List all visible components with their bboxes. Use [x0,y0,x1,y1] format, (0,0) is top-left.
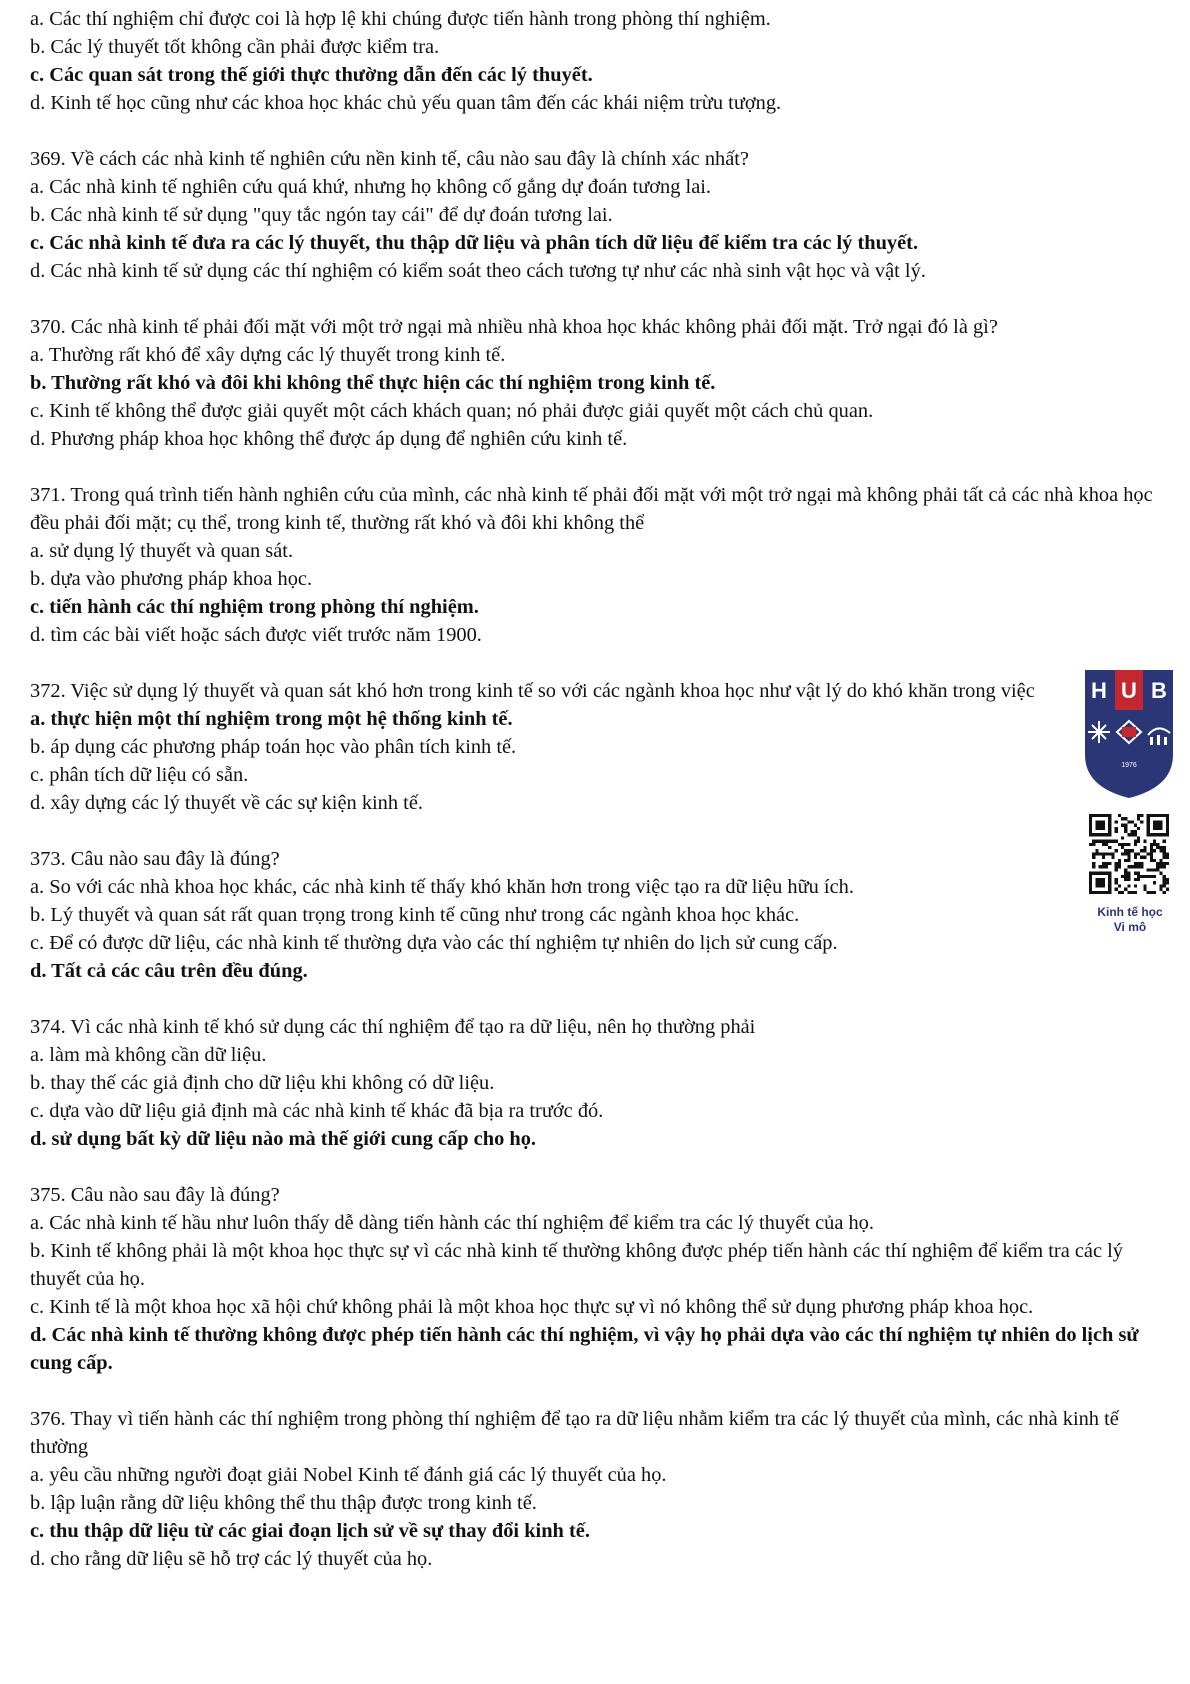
block-gap [30,649,1165,677]
text-line: a. Các thí nghiệm chỉ được coi là hợp lệ khi chúng được tiến hành trong phòng thí nghiệm. [30,8,771,30]
text-line: a. Các nhà kinh tế nghiên cứu quá khứ, nhưng họ không cố gắng dự đoán tương lai. [30,176,712,198]
text-line: 372. Việc sử dụng lý thuyết và quan sát khó hơn trong kinh tế so với các ngành khoa học như vật lý do khó khăn trong việc [30,680,1035,702]
text-line: c. dựa vào dữ liệu giả định mà các nhà kinh tế khác đã bịa ra trước đó. [30,1100,604,1122]
question-block [30,145,1165,285]
text-line: 375. Câu nào sau đây là đúng? [30,1184,280,1206]
text-line: c. phân tích dữ liệu có sẵn. [30,764,249,786]
question-list [30,5,1165,1573]
text-line: c. Kinh tế là một khoa học xã hội chứ không phải là một khoa học thực sự vì nó không thể sử dụng phương pháp khoa học. [30,1296,1034,1318]
block-gap [30,817,1165,845]
text-line: a. làm mà không cần dữ liệu. [30,1044,267,1066]
question-block [30,481,1165,649]
text-line: a. So với các nhà khoa học khác, các nhà kinh tế thấy khó khăn hơn trong việc tạo ra dữ liệu hữu ích. [30,876,854,898]
block-gap [30,1153,1165,1181]
text-line: 374. Vì các nhà kinh tế khó sử dụng các thí nghiệm để tạo ra dữ liệu, nên họ thường phải [30,1016,756,1038]
text-line: b. dựa vào phương pháp khoa học. [30,568,313,590]
svg-text:H: H [1091,678,1107,703]
question-block [30,677,1035,817]
question-block [30,1181,1165,1377]
text-line: a. Các nhà kinh tế hầu như luôn thấy dễ dàng tiến hành các thí nghiệm để kiểm tra các lý thuyết của họ. [30,1212,874,1234]
text-line: b. lập luận rằng dữ liệu không thể thu thập được trong kinh tế. [30,1492,537,1514]
text-line: c. Để có được dữ liệu, các nhà kinh tế thường dựa vào các thí nghiệm tự nhiên do lịch sử cung cấp. [30,932,838,954]
question-block [30,1013,1165,1153]
svg-text:U: U [1121,678,1137,703]
text-line: 373. Câu nào sau đây là đúng? [30,848,280,870]
answer-correct: d. sử dụng bất kỳ dữ liệu nào mà thế giới cung cấp cho họ. [30,1128,536,1150]
answer-correct: b. Thường rất khó và đôi khi không thể thực hiện các thí nghiệm trong kinh tế. [30,372,716,394]
answer-correct: c. tiến hành các thí nghiệm trong phòng thí nghiệm. [30,596,479,618]
text-line: b. Kinh tế không phải là một khoa học thực sự vì các nhà kinh tế thường không được phép tiến hành các thí nghiệm để kiểm tra các lý thuyết của họ. [30,1240,1123,1290]
block-gap [30,985,1165,1013]
answer-correct: c. thu thập dữ liệu từ các giai đoạn lịch sử về sự thay đổi kinh tế. [30,1520,590,1542]
text-line: 376. Thay vì tiến hành các thí nghiệm trong phòng thí nghiệm để tạo ra dữ liệu nhằm kiểm tra các lý thuyết của mình, các nhà kinh tế thường [30,1408,1119,1458]
text-line: b. Các nhà kinh tế sử dụng "quy tắc ngón tay cái" để dự đoán tương lai. [30,204,613,226]
text-line: 370. Các nhà kinh tế phải đối mặt với một trở ngại mà nhiều nhà khoa học khác không phải đối mặt. Trở ngại đó là gì? [30,316,998,338]
block-gap [30,1377,1165,1405]
question-block [30,313,1165,453]
text-line: d. Các nhà kinh tế sử dụng các thí nghiệm có kiểm soát theo cách tương tự như các nhà sinh vật học và vật lý. [30,260,926,282]
block-gap [30,117,1165,145]
text-line: a. sử dụng lý thuyết và quan sát. [30,540,294,562]
svg-text:B: B [1151,678,1167,703]
svg-text:1976: 1976 [1121,762,1137,769]
text-line: b. Các lý thuyết tốt không cần phải được kiểm tra. [30,36,440,58]
text-line: a. yêu cầu những người đoạt giải Nobel Kinh tế đánh giá các lý thuyết của họ. [30,1464,667,1486]
answer-correct: c. Các nhà kinh tế đưa ra các lý thuyết, thu thập dữ liệu và phân tích dữ liệu để kiểm tra các lý thuyết. [30,232,919,254]
text-line: 369. Về cách các nhà kinh tế nghiên cứu nền kinh tế, câu nào sau đây là chính xác nhất? [30,148,749,170]
text-line: d. Kinh tế học cũng như các khoa học khác chủ yếu quan tâm đến các khái niệm trừu tượng. [30,92,782,114]
text-line: d. Phương pháp khoa học không thể được áp dụng để nghiên cứu kinh tế. [30,428,628,450]
subject-sublabel: Vi mô [1113,920,1147,934]
text-line: c. Kinh tế không thể được giải quyết một cách khách quan; nó phải được giải quyết một cách chủ quan. [30,400,874,422]
sidebar-branding [1076,667,1184,937]
block-gap [30,285,1165,313]
text-line: d. tìm các bài viết hoặc sách được viết trước năm 1900. [30,624,482,646]
answer-correct: d. Các nhà kinh tế thường không được phép tiến hành các thí nghiệm, vì vậy họ phải dựa vào các thí nghiệm tự nhiên do lịch sử cung cấp. [30,1324,1139,1374]
qr-code [1089,814,1169,894]
question-block [30,5,1165,117]
text-line: b. thay thế các giả định cho dữ liệu khi không có dữ liệu. [30,1072,495,1094]
text-line: b. Lý thuyết và quan sát rất quan trọng trong kinh tế cũng như trong các ngành khoa học khác. [30,904,800,926]
answer-correct: c. Các quan sát trong thế giới thực thường dẫn đến các lý thuyết. [30,64,593,86]
text-line: d. xây dựng các lý thuyết về các sự kiện kinh tế. [30,792,423,814]
subject-label: Kinh tế học [1097,905,1163,919]
answer-correct: d. Tất cả các câu trên đều đúng. [30,960,308,982]
question-block [30,845,1165,985]
hub-logo [1082,667,1176,800]
text-line: a. Thường rất khó để xây dựng các lý thuyết trong kinh tế. [30,344,506,366]
text-line: d. cho rằng dữ liệu sẽ hỗ trợ các lý thuyết của họ. [30,1548,433,1570]
text-line: 371. Trong quá trình tiến hành nghiên cứu của mình, các nhà kinh tế phải đối mặt với một trở ngại mà không phải tất cả các nhà khoa học đều phải đối mặt; cụ thể, trong kinh tế, thường rất khó và đôi khi không thể [30,484,1153,534]
question-block [30,1405,1165,1573]
block-gap [30,453,1165,481]
answer-correct: a. thực hiện một thí nghiệm trong một hệ thống kinh tế. [30,708,513,730]
text-line: b. áp dụng các phương pháp toán học vào phân tích kinh tế. [30,736,517,758]
